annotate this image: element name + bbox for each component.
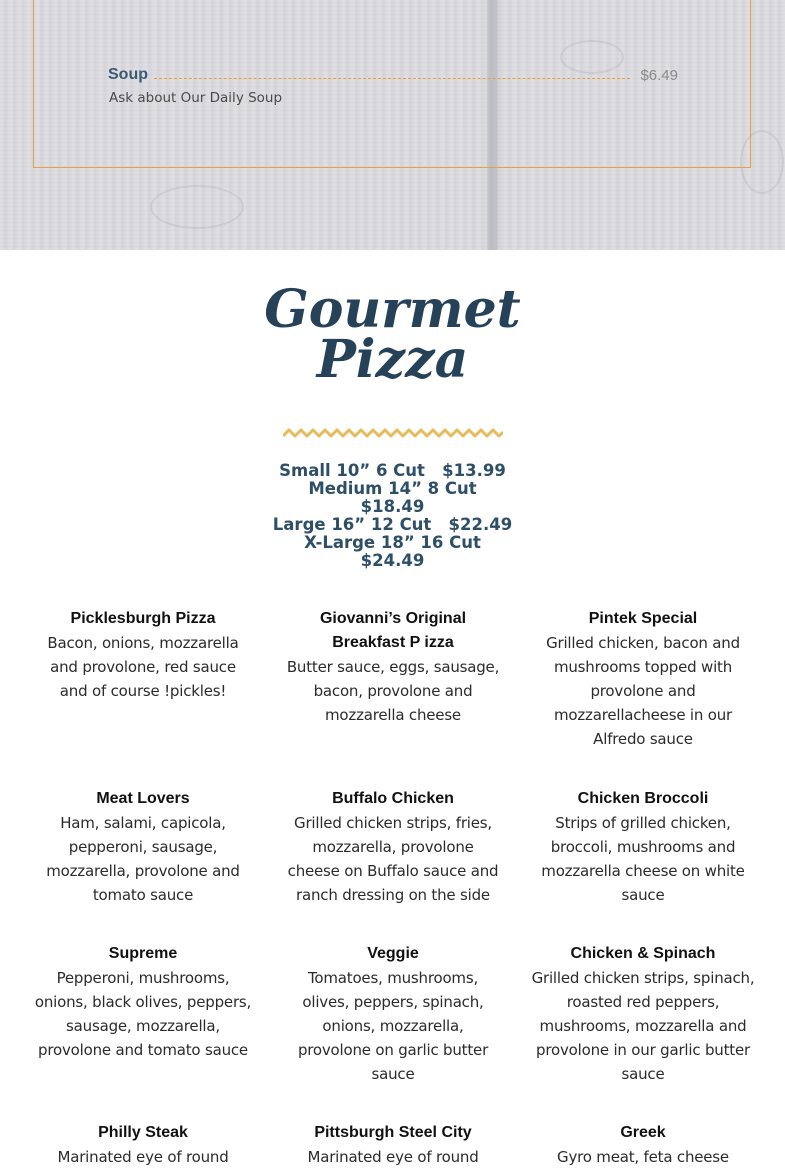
soup-description: Ask about Our Daily Soup xyxy=(109,90,283,106)
pizza-description-line: provolone on garlic butter xyxy=(297,1041,489,1059)
wood-header-background xyxy=(0,0,785,250)
pizza-name: Pittsburgh Steel City xyxy=(314,1124,472,1141)
size-price-line: $18.49 xyxy=(360,497,425,516)
pizza-menu-item xyxy=(528,787,758,907)
wood-knot-decoration xyxy=(150,185,244,229)
pizza-description-line: Gyro meat, feta cheese xyxy=(557,1148,729,1166)
section-title xyxy=(0,279,785,390)
pizza-description-line: onions, mozzarella, xyxy=(322,1017,464,1035)
pizza-name: Giovanni’s Original xyxy=(319,610,467,627)
pizza-menu-item xyxy=(28,787,258,907)
pizza-name: Chicken Broccoli xyxy=(577,790,709,807)
pizza-description-line: Marinated eye of round xyxy=(307,1148,479,1166)
pizza-description-line: Grilled chicken strips, spinach, xyxy=(531,969,755,987)
pizza-description-line: Grilled chicken strips, fries, xyxy=(294,814,492,832)
pizza-description-line: pepperoni, sausage, xyxy=(68,838,218,856)
section-title-line: Pizza xyxy=(316,329,469,390)
pizza-menu-item xyxy=(278,942,508,1086)
pizza-description-line: Strips of grilled chicken, xyxy=(555,814,731,832)
pizza-menu-item xyxy=(28,607,258,703)
soup-price: $6.49 xyxy=(640,67,678,84)
pizza-description-line: bacon, provolone and xyxy=(313,682,473,700)
pizza-name: Greek xyxy=(620,1124,666,1141)
pizza-menu-item xyxy=(528,1121,758,1169)
pizza-description-line: mushrooms, mozzarella and xyxy=(539,1017,747,1035)
pizza-description-line: onions, black olives, peppers, xyxy=(34,993,252,1011)
pizza-name: Meat Lovers xyxy=(96,790,190,807)
pizza-description-line: mozzarella cheese on white xyxy=(541,862,745,880)
pizza-menu-item xyxy=(278,787,508,907)
pizza-description-line: sauce xyxy=(621,1065,665,1083)
pizza-description-line: mushrooms topped with xyxy=(553,658,733,676)
pizza-description-line: Tomatoes, mushrooms, xyxy=(307,969,479,987)
pizza-description-line: mozzarellacheese in our xyxy=(553,706,733,724)
pizza-name: Supreme xyxy=(108,945,178,962)
price-leader-dots xyxy=(154,78,630,79)
pizza-description-line: Bacon, onions, mozzarella xyxy=(47,634,239,652)
pizza-description-line: olives, peppers, spinach, xyxy=(302,993,484,1011)
pizza-menu-item xyxy=(278,607,508,727)
pizza-description-line: Butter sauce, eggs, sausage, xyxy=(286,658,500,676)
pizza-description-line: tomato sauce xyxy=(92,886,194,904)
pizza-name: Veggie xyxy=(367,945,419,962)
pizza-name: Picklesburgh Pizza xyxy=(70,610,216,627)
pizza-description-line: and of course !pickles! xyxy=(59,682,227,700)
pizza-menu-item xyxy=(278,1121,508,1169)
pizza-description-line: Grilled chicken, bacon and xyxy=(546,634,740,652)
pizza-name: Breakfast P izza xyxy=(332,634,454,651)
pizza-size-price-list xyxy=(260,462,525,570)
pizza-description-line: cheese on Buffalo sauce and xyxy=(287,862,499,880)
size-price-line: Large 16” 12 Cut $22.49 xyxy=(272,515,513,534)
pizza-menu-item xyxy=(528,607,758,751)
pizza-description-line: roasted red peppers, xyxy=(566,993,720,1011)
pizza-description-line: Alfredo sauce xyxy=(593,730,693,748)
pizza-description-line: Pepperoni, mushrooms, xyxy=(56,969,230,987)
pizza-menu-item xyxy=(28,942,258,1062)
pizza-description-line: mozzarella, provolone xyxy=(312,838,474,856)
pizza-description-line: provolone and tomato sauce xyxy=(38,1041,248,1059)
zigzag-divider-icon xyxy=(283,426,503,442)
size-price-line: X-Large 18” 16 Cut xyxy=(304,533,481,552)
pizza-description-line: provolone and xyxy=(590,682,696,700)
pizza-name: Pintek Special xyxy=(588,610,698,627)
pizza-description-line: Marinated eye of round xyxy=(57,1148,229,1166)
pizza-description-line: mozzarella cheese xyxy=(325,706,461,724)
section-title-line: Gourmet xyxy=(264,279,521,340)
soup-menu-row xyxy=(108,62,678,84)
pizza-menu-item xyxy=(28,1121,258,1169)
size-price-line: $24.49 xyxy=(360,551,425,570)
soup-section-box xyxy=(33,0,751,168)
pizza-description-line: sausage, mozzarella, xyxy=(66,1017,220,1035)
pizza-menu-item xyxy=(528,942,758,1086)
pizza-description-line: sauce xyxy=(371,1065,415,1083)
pizza-name: Philly Steak xyxy=(98,1124,188,1141)
pizza-description-line: sauce xyxy=(621,886,665,904)
pizza-description-line: Ham, salami, capicola, xyxy=(60,814,226,832)
soup-name: Soup xyxy=(108,66,148,83)
pizza-description-line: and provolone, red sauce xyxy=(50,658,236,676)
pizza-description-line: broccoli, mushrooms and xyxy=(550,838,736,856)
pizza-description-line: provolone in our garlic butter xyxy=(536,1041,750,1059)
pizza-name: Buffalo Chicken xyxy=(332,790,454,807)
size-price-line: Medium 14” 8 Cut xyxy=(308,479,477,498)
pizza-description-line: ranch dressing on the side xyxy=(296,886,490,904)
pizza-name: Chicken & Spinach xyxy=(570,945,716,962)
pizza-description-line: mozzarella, provolone and xyxy=(46,862,240,880)
size-price-line: Small 10” 6 Cut $13.99 xyxy=(279,461,506,480)
